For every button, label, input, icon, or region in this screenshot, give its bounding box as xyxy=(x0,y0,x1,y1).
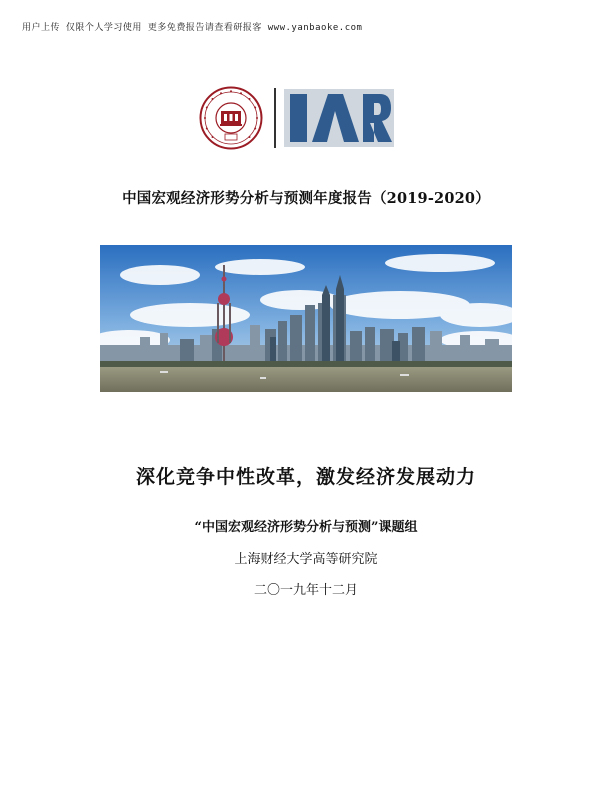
report-date: 二〇一九年十二月 xyxy=(253,583,358,598)
watermark-text: 用户上传 仅限个人学习使用 更多免费报告请查看研报客 www.yanbaoke.com xyxy=(22,23,363,33)
report-title: 中国宏观经济形势分析与预测年度报告（2019-2020） xyxy=(122,190,490,207)
institute-name: 上海财经大学高等研究院 xyxy=(234,552,378,567)
iar-logo xyxy=(284,89,394,147)
logo-bar xyxy=(0,86,612,150)
main-title: 深化竞争中性改革，激发经济发展动力 xyxy=(135,466,476,488)
research-team: “中国宏观经济形势分析与预测”课题组 xyxy=(194,520,418,535)
university-seal-logo xyxy=(199,86,263,150)
city-skyline-photo xyxy=(100,245,512,392)
logo-divider xyxy=(274,88,276,148)
